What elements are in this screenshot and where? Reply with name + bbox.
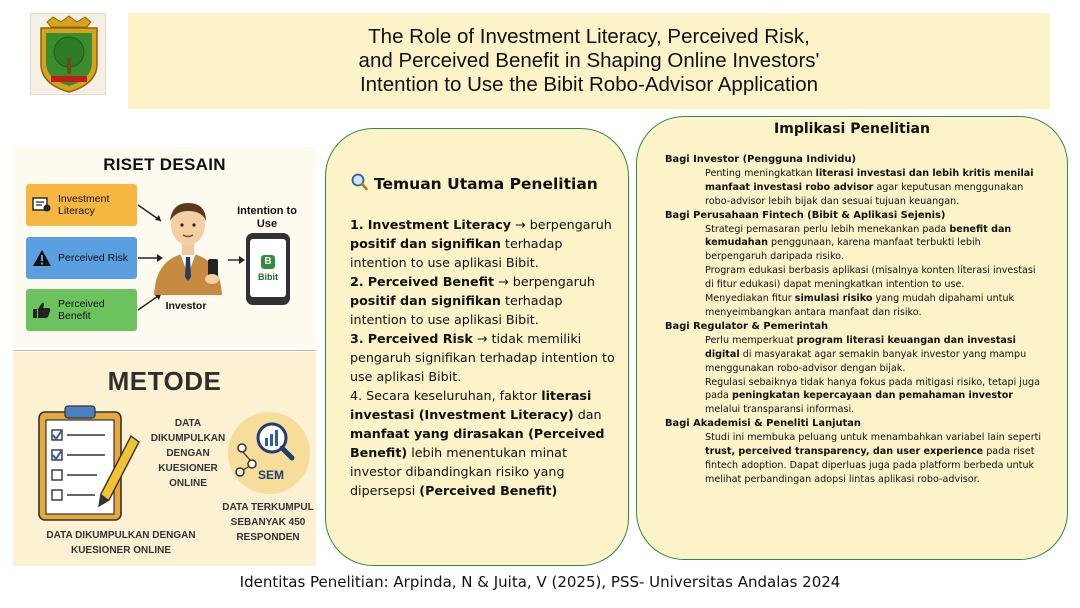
investor-label: Investor [165, 300, 207, 312]
implications-body [665, 153, 1043, 487]
research-identity-footer: Identitas Penelitian: Arpinda, N & Juita, V (2025), PSS- Universitas Andalas 2024 [239, 573, 841, 591]
finding-strong: positif dan signifikan [350, 293, 501, 308]
riset-desain-panel [13, 147, 316, 347]
respondent-count-label: DATA TERKUMPUL SEBANYAK 450 RESPONDEN [222, 502, 314, 543]
implication-paragraph [665, 292, 1043, 320]
magnifier-icon [350, 173, 368, 195]
finding-term: Perceived Risk [367, 331, 473, 346]
page-title [359, 25, 820, 97]
implications-title: Implikasi Penelitian [774, 121, 930, 137]
bibit-app-label: Bibit [258, 271, 278, 282]
university-logo [30, 13, 106, 95]
impl-text: Menyediakan fitur [705, 293, 795, 305]
bibit-app-screen [250, 239, 286, 297]
finding-term: Perceived Benefit [367, 274, 495, 289]
finding-strong: manfaat yang dirasakan (Perceived Benefit) [350, 426, 605, 460]
finding-rest: terhadap intention to use aplikasi Bibit. [350, 293, 563, 327]
impl-strong: simulasi risiko [794, 293, 873, 305]
impl-text: Studi ini membuka peluang untuk menambahkan variabel lain seperti [705, 432, 1042, 444]
variable-label: Perceived Risk [58, 252, 129, 264]
variable-label: Investment Literacy [58, 193, 110, 217]
finding-item-4 [350, 386, 616, 500]
finding-number: 2. [350, 274, 364, 289]
finding-arrow-text: → tidak memiliki pengaruh signifikan terhadap intention to use aplikasi Bibit. [350, 331, 615, 384]
impl-text: di masyarakat agar semakin banyak investor yang mampu menggunakan robo-advisor dengan bijak. [705, 348, 1027, 374]
finding-text: dan [573, 407, 602, 422]
finding-arrow-text: → berpengaruh [511, 217, 612, 232]
finding-arrow-text: → berpengaruh [494, 274, 595, 289]
finding-term: Investment Literacy [367, 217, 512, 232]
implication-paragraph [665, 223, 1043, 265]
finding-number: 1. [350, 217, 364, 232]
variable-perceived-benefit [26, 289, 137, 331]
finding-number: 3. [350, 331, 364, 346]
implication-section-title: Bagi Regulator & Pemerintah [665, 320, 829, 332]
bibit-logo-icon: B [261, 255, 275, 269]
data-collection-caption: DATA DIKUMPULKAN DENGAN KUESIONER ONLINE [46, 530, 196, 556]
impl-text: Penting meningkatkan [705, 167, 816, 179]
implication-paragraph: Program edukasi berbasis aplikasi (misalnya konten literasi investasi di fitur edukasi) dapat meningkatkan intention to use. [705, 265, 1036, 291]
riset-title: RISET DESAIN [103, 155, 226, 174]
implication-section-title: Bagi Perusahaan Fintech (Bibit & Aplikasi Sejenis) [665, 209, 946, 221]
implication-paragraph [665, 167, 1043, 209]
section-divider [13, 350, 316, 351]
variable-investment-literacy [26, 184, 137, 226]
implication-section-title: Bagi Investor (Pengguna Individu) [665, 154, 856, 165]
phone-icon [246, 233, 290, 305]
finding-item-2 [350, 272, 616, 329]
questionnaire-clipboard-icon [35, 404, 145, 524]
implications-panel [636, 116, 1068, 560]
finding-strong: (Perceived Benefit) [419, 483, 558, 498]
investor-illustration [146, 195, 230, 295]
impl-strong: literasi investasi dan lebih kritis menilai manfaat investasi robo advisor [705, 167, 1034, 193]
impl-text: Regulasi sebaiknya tidak hanya fokus pada mitigasi risiko, tetapi juga pada [705, 376, 1041, 402]
impl-text: yang mudah dipahami untuk menyeimbangkan antara manfaat dan risiko. [705, 293, 1015, 318]
impl-text: agar keputusan menggunakan robo-advisor lebih bijak dan sesuai tujuan keuangan. [705, 181, 1024, 207]
impl-text: pada riset fintech adoption. Dapat diperluas juga pada platform berbeda untuk melihat perbandingan adopsi lintas aplikasi robo-advisor. [705, 446, 1035, 485]
finding-item-3 [350, 329, 616, 386]
variable-label: Perceived Benefit [58, 298, 105, 322]
impl-strong: benefit dan kemudahan [705, 223, 1012, 249]
finding-text: lebih menentukan minat investor dibandingkan risiko yang dipersepsi [350, 445, 567, 498]
title-banner [128, 13, 1050, 109]
findings-panel [325, 128, 629, 566]
thumbs-up-icon [29, 301, 55, 319]
finding-rest: terhadap intention to use aplikasi Bibit. [350, 236, 563, 270]
findings-list [350, 215, 616, 500]
finding-strong: positif dan signifikan [350, 236, 501, 251]
impl-text: melalui transparansi informasi. [705, 404, 855, 416]
title-line-1: The Role of Investment Literacy, Perceived Risk, [368, 25, 810, 48]
impl-text: Perlu memperkuat [705, 334, 797, 346]
finding-strong: literasi investasi (Investment Literacy) [350, 388, 592, 422]
impl-text: Strategi pemasaran perlu lebih menekankan pada [705, 223, 950, 235]
finding-text: 4. Secara keseluruhan, faktor [350, 388, 542, 403]
finding-item-1 [350, 215, 616, 272]
metode-title: METODE [107, 366, 222, 396]
impl-strong: trust, perceived transparency, dan user experience [705, 446, 984, 458]
title-line-2: and Perceived Benefit in Shaping Online Investors' [358, 49, 820, 72]
implication-paragraph [665, 376, 1043, 418]
implication-paragraph [665, 431, 1043, 487]
impl-strong: peningkatan kepercayaan dan pemahaman investor [732, 390, 1014, 402]
data-collection-label: DATA DIKUMPULKAN DENGAN KUESIONER ONLINE [150, 418, 226, 489]
warning-icon [29, 249, 55, 267]
metode-panel [13, 352, 316, 566]
findings-title [350, 173, 598, 195]
sem-badge [228, 412, 310, 494]
impl-text: penggunaan, karena manfaat terbukti lebih berpengaruh daripada risiko. [705, 237, 981, 263]
variable-perceived-risk [26, 237, 137, 279]
sem-label: SEM [258, 468, 285, 482]
certificate-icon [29, 197, 55, 213]
implication-paragraph [665, 334, 1043, 376]
implication-section-title: Bagi Akademisi & Peneliti Lanjutan [665, 418, 861, 430]
intention-label: Intention to Use [237, 205, 297, 230]
title-line-3: Intention to Use the Bibit Robo-Advisor Application [359, 73, 819, 96]
impl-strong: program literasi keuangan dan investasi digital [705, 334, 1016, 360]
arrow-to-intention-icon [227, 253, 247, 267]
findings-title-text: Temuan Utama Penelitian [374, 175, 598, 193]
